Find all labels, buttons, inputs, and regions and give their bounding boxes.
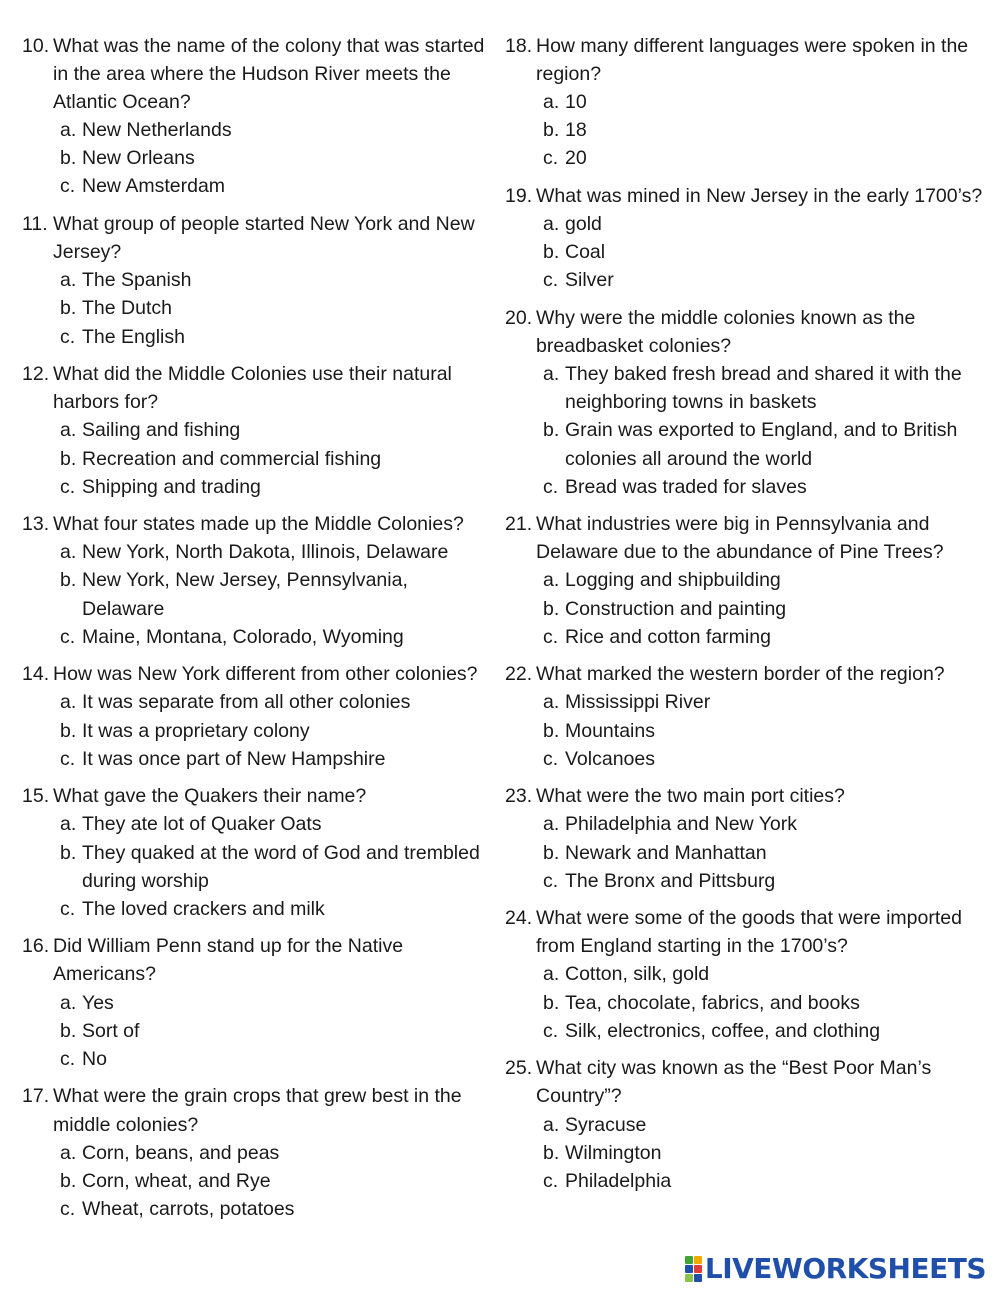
answer-option[interactable] [22, 144, 492, 172]
option-letter: b. [543, 597, 560, 620]
option-letter: c. [60, 747, 76, 770]
question-item [505, 904, 985, 1044]
logo-square-icon [694, 1256, 702, 1264]
answer-option[interactable] [22, 895, 492, 923]
option-text: Yes [82, 991, 114, 1014]
answer-option[interactable] [505, 566, 985, 594]
option-letter: c. [543, 1019, 559, 1042]
option-text: It was once part of New Hampshire [82, 747, 386, 770]
option-letter: b. [60, 569, 77, 592]
option-text: They baked fresh bread and shared it with the neighboring towns in baskets [565, 363, 962, 414]
option-letter: a. [60, 269, 77, 292]
answer-option[interactable] [505, 416, 985, 472]
option-text: Wilmington [565, 1141, 662, 1164]
answer-options [505, 88, 985, 172]
option-text: Bread was traded for slaves [565, 475, 807, 498]
answer-option[interactable] [505, 810, 985, 838]
answer-options [22, 266, 492, 350]
question-text: What industries were big in Pennsylvania and Delaware due to the abundance of Pine Trees? [536, 513, 944, 564]
answer-options [22, 538, 492, 650]
option-letter: c. [543, 625, 559, 648]
answer-option[interactable] [505, 1111, 985, 1139]
option-text: New Orleans [82, 147, 195, 170]
option-text: Maine, Montana, Colorado, Wyoming [82, 625, 404, 648]
answer-options [505, 210, 985, 294]
answer-option[interactable] [22, 1167, 492, 1195]
answer-options [22, 416, 492, 500]
option-letter: a. [60, 691, 77, 714]
answer-option[interactable] [22, 1045, 492, 1073]
option-letter: c. [60, 175, 76, 198]
left-column [22, 32, 492, 1233]
answer-option[interactable] [505, 839, 985, 867]
question-prompt [22, 360, 492, 416]
option-letter: a. [543, 963, 560, 986]
question-prompt [22, 1082, 492, 1138]
question-number: 24. [505, 907, 533, 930]
question-number: 20. [505, 307, 533, 330]
option-text: Corn, wheat, and Rye [82, 1169, 271, 1192]
question-number: 21. [505, 513, 533, 536]
question-text: What was mined in New Jersey in the early 1700’s? [536, 185, 983, 208]
option-letter: c. [60, 1197, 76, 1220]
answer-option[interactable] [22, 416, 492, 444]
question-prompt [22, 32, 492, 116]
answer-options [505, 810, 985, 894]
option-letter: b. [543, 241, 560, 264]
option-text: They quaked at the word of God and trembled during worship [82, 841, 480, 892]
option-letter: a. [60, 813, 77, 836]
answer-option[interactable] [505, 595, 985, 623]
question-number: 11. [22, 213, 48, 236]
option-text: Construction and painting [565, 597, 787, 620]
answer-options [505, 360, 985, 500]
option-letter: b. [60, 297, 77, 320]
option-text: Silver [565, 269, 614, 292]
option-letter: a. [60, 419, 77, 442]
answer-option[interactable] [22, 623, 492, 651]
question-text: What four states made up the Middle Colonies? [53, 513, 464, 536]
answer-option[interactable] [22, 1195, 492, 1223]
option-text: Mississippi River [565, 691, 711, 714]
question-prompt [22, 782, 492, 810]
option-text: Shipping and trading [82, 475, 261, 498]
answer-option[interactable] [22, 1017, 492, 1045]
answer-options [22, 688, 492, 772]
question-text: What city was known as the “Best Poor Man’s Country”? [536, 1057, 932, 1108]
option-letter: c. [543, 475, 559, 498]
option-letter: c. [60, 475, 76, 498]
question-text: What were some of the goods that were imported from England starting in the 1700’s? [536, 907, 962, 958]
option-text: 18 [565, 119, 587, 142]
question-number: 13. [22, 513, 50, 536]
question-text: Why were the middle colonies known as the breadbasket colonies? [536, 307, 916, 358]
option-text: Philadelphia and New York [565, 813, 798, 836]
question-item [22, 210, 492, 350]
liveworksheets-logo [685, 1254, 986, 1284]
option-letter: b. [543, 1141, 560, 1164]
question-number: 22. [505, 663, 533, 686]
question-prompt [505, 660, 985, 688]
question-item [22, 660, 492, 772]
option-text: Corn, beans, and peas [82, 1141, 280, 1164]
option-letter: c. [60, 1047, 76, 1070]
question-prompt [22, 210, 492, 266]
question-number: 17. [22, 1085, 50, 1108]
question-text: What group of people started New York and New Jersey? [53, 213, 475, 264]
question-text: How was New York different from other colonies? [53, 663, 478, 686]
answer-option[interactable] [22, 717, 492, 745]
option-letter: a. [543, 213, 560, 236]
option-text: Syracuse [565, 1113, 647, 1136]
question-prompt [505, 1054, 985, 1110]
answer-option[interactable] [22, 266, 492, 294]
option-text: It was a proprietary colony [82, 719, 310, 742]
question-number: 16. [22, 935, 50, 958]
option-letter: b. [60, 147, 77, 170]
question-prompt [22, 510, 492, 538]
answer-option[interactable] [22, 1139, 492, 1167]
logo-text: LIVEWORKSHEETS [704, 1252, 986, 1285]
answer-option[interactable] [22, 473, 492, 501]
question-item [505, 1054, 985, 1194]
answer-option[interactable] [505, 473, 985, 501]
option-text: 10 [565, 91, 587, 114]
question-prompt [505, 182, 985, 210]
option-letter: b. [60, 1169, 77, 1192]
logo-square-icon [694, 1274, 702, 1282]
option-letter: a. [60, 119, 77, 142]
question-text: What was the name of the colony that was started in the area where the Hudson River meets the Atlantic Ocean? [53, 35, 485, 114]
question-prompt [505, 304, 985, 360]
answer-option[interactable] [22, 323, 492, 351]
question-item [22, 932, 492, 1072]
option-letter: a. [543, 91, 560, 114]
answer-option[interactable] [22, 566, 492, 622]
answer-option[interactable] [22, 810, 492, 838]
option-letter: a. [60, 991, 77, 1014]
option-text: Sort of [82, 1019, 140, 1042]
answer-option[interactable] [22, 745, 492, 773]
answer-option[interactable] [22, 294, 492, 322]
question-number: 12. [22, 363, 50, 386]
option-text: New Netherlands [82, 119, 232, 142]
answer-option[interactable] [22, 116, 492, 144]
answer-options [505, 960, 985, 1044]
question-text: What were the two main port cities? [536, 785, 845, 808]
option-letter: b. [543, 991, 560, 1014]
answer-option[interactable] [505, 88, 985, 116]
question-text: What were the grain crops that grew best in the middle colonies? [53, 1085, 462, 1136]
option-letter: b. [60, 447, 77, 470]
option-text: Tea, chocolate, fabrics, and books [565, 991, 860, 1014]
question-text: What gave the Quakers their name? [53, 785, 367, 808]
answer-options [505, 566, 985, 650]
answer-option[interactable] [22, 989, 492, 1017]
answer-option[interactable] [22, 839, 492, 895]
answer-options [505, 688, 985, 772]
question-number: 18. [505, 35, 533, 57]
option-letter: b. [60, 841, 77, 864]
option-letter: b. [543, 119, 560, 142]
question-number: 19. [505, 185, 533, 208]
option-text: Silk, electronics, coffee, and clothing [565, 1019, 881, 1042]
question-text: What marked the western border of the region? [536, 663, 945, 686]
option-letter: c. [543, 747, 559, 770]
answer-option[interactable] [22, 172, 492, 200]
answer-options [505, 1111, 985, 1195]
question-item [22, 32, 492, 201]
option-letter: b. [60, 1019, 77, 1042]
option-text: Grain was exported to England, and to British colonies all around the world [565, 419, 958, 470]
option-text: New York, New Jersey, Pennsylvania, Delaware [82, 569, 408, 620]
question-text: What did the Middle Colonies use their natural harbors for? [53, 363, 452, 414]
option-letter: c. [543, 269, 559, 292]
option-text: Logging and shipbuilding [565, 569, 781, 592]
option-letter: a. [60, 1141, 77, 1164]
option-letter: a. [60, 541, 77, 564]
question-item [505, 32, 985, 172]
logo-mark-icon [685, 1256, 702, 1282]
answer-option[interactable] [505, 867, 985, 895]
question-number: 23. [505, 785, 533, 808]
option-text: The loved crackers and milk [82, 897, 325, 920]
answer-option[interactable] [505, 1017, 985, 1045]
answer-option[interactable] [505, 266, 985, 294]
question-number: 15. [22, 785, 50, 808]
answer-option[interactable] [505, 688, 985, 716]
question-item [505, 782, 985, 894]
option-letter: a. [543, 1113, 560, 1136]
option-text: The Dutch [82, 297, 172, 320]
answer-option[interactable] [505, 360, 985, 416]
option-text: The Bronx and Pittsburg [565, 869, 776, 892]
answer-option[interactable] [22, 538, 492, 566]
answer-option[interactable] [505, 989, 985, 1017]
logo-square-icon [694, 1265, 702, 1273]
option-text: 20 [565, 147, 587, 170]
question-item [505, 660, 985, 772]
answer-options [22, 1139, 492, 1223]
option-text: Newark and Manhattan [565, 841, 767, 864]
option-text: Cotton, silk, gold [565, 963, 710, 986]
question-item [22, 510, 492, 650]
question-number: 25. [505, 1057, 533, 1080]
question-item [22, 360, 492, 500]
option-text: gold [565, 213, 602, 236]
answer-option[interactable] [505, 210, 985, 238]
option-text: Wheat, carrots, potatoes [82, 1197, 295, 1220]
option-text: Recreation and commercial fishing [82, 447, 382, 470]
option-text: Rice and cotton farming [565, 625, 771, 648]
option-text: Philadelphia [565, 1169, 672, 1192]
answer-option[interactable] [505, 238, 985, 266]
option-letter: c. [543, 1169, 559, 1192]
option-letter: c. [60, 897, 76, 920]
question-prompt [505, 904, 985, 960]
question-number: 14. [22, 663, 50, 686]
option-letter: c. [60, 325, 76, 348]
option-letter: b. [543, 841, 560, 864]
question-number: 10. [22, 35, 50, 57]
question-prompt [505, 782, 985, 810]
question-prompt [22, 932, 492, 988]
answer-option[interactable] [505, 1139, 985, 1167]
answer-option[interactable] [505, 144, 985, 172]
question-item [22, 782, 492, 922]
answer-option[interactable] [22, 688, 492, 716]
question-item [505, 304, 985, 501]
logo-square-icon [685, 1265, 693, 1273]
option-text: New Amsterdam [82, 175, 226, 198]
option-letter: c. [543, 147, 559, 170]
answer-options [22, 989, 492, 1073]
answer-option[interactable] [22, 445, 492, 473]
option-letter: b. [543, 419, 560, 442]
question-item [22, 1082, 492, 1222]
right-column [505, 32, 985, 1204]
question-text: How many different languages were spoken in the region? [536, 35, 969, 86]
answer-options [22, 810, 492, 922]
option-text: The Spanish [82, 269, 192, 292]
question-prompt [505, 510, 985, 566]
option-letter: a. [543, 691, 560, 714]
answer-option[interactable] [505, 717, 985, 745]
option-text: No [82, 1047, 107, 1070]
option-letter: a. [543, 363, 560, 386]
option-text: It was separate from all other colonies [82, 691, 411, 714]
option-text: Volcanoes [565, 747, 655, 770]
answer-option[interactable] [505, 116, 985, 144]
option-text: Mountains [565, 719, 655, 742]
option-letter: b. [60, 719, 77, 742]
logo-square-icon [685, 1256, 693, 1264]
logo-square-icon [685, 1274, 693, 1282]
option-text: Sailing and fishing [82, 419, 241, 442]
question-item [505, 182, 985, 294]
option-letter: a. [543, 813, 560, 836]
question-prompt [22, 660, 492, 688]
answer-option[interactable] [505, 1167, 985, 1195]
option-text: New York, North Dakota, Illinois, Delaware [82, 541, 449, 564]
question-text: Did William Penn stand up for the Native Americans? [53, 935, 404, 986]
option-text: They ate lot of Quaker Oats [82, 813, 322, 836]
option-text: The English [82, 325, 185, 348]
answer-option[interactable] [505, 745, 985, 773]
option-letter: c. [60, 625, 76, 648]
option-letter: b. [543, 719, 560, 742]
option-letter: a. [543, 569, 560, 592]
option-letter: c. [543, 869, 559, 892]
question-item [505, 510, 985, 650]
option-text: Coal [565, 241, 606, 264]
answer-option[interactable] [505, 623, 985, 651]
answer-option[interactable] [505, 960, 985, 988]
answer-options [22, 116, 492, 200]
question-prompt [505, 32, 985, 88]
